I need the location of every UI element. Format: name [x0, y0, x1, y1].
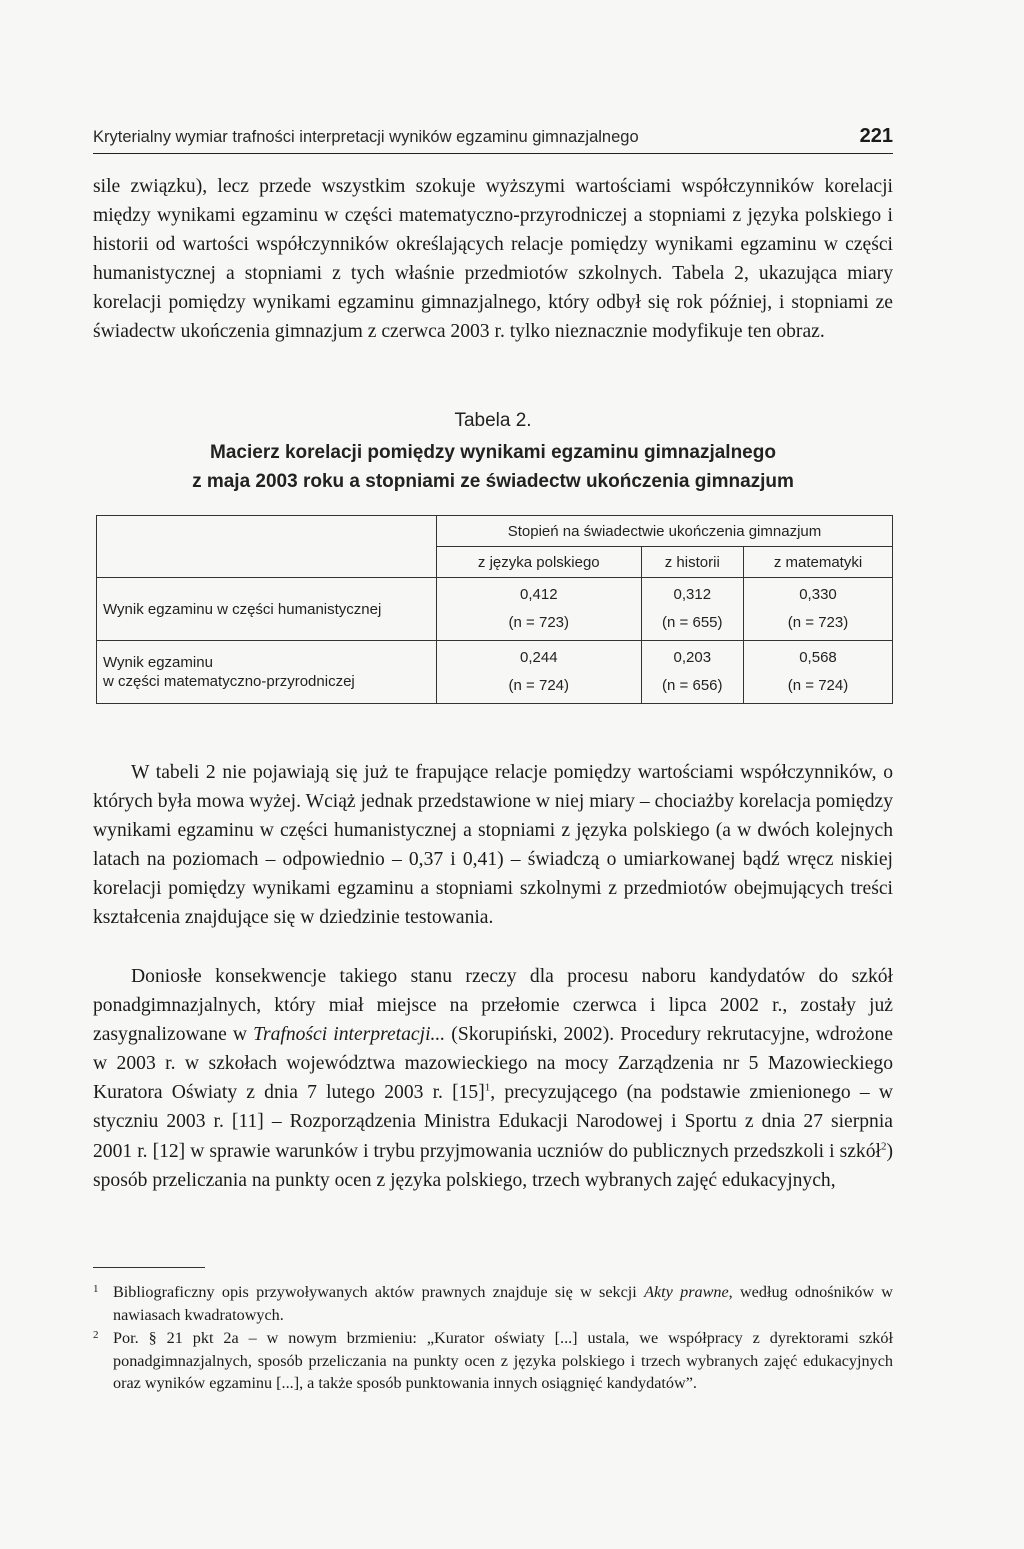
footnote-text-part-2: , według odnośników w nawiasach kwadratowych.: [113, 1283, 893, 1324]
cited-title: Trafności interpretacji...: [253, 1024, 446, 1046]
page-number: 221: [859, 125, 893, 147]
table-row: [97, 578, 893, 641]
table-title-line-1: Macierz korelacji pomiędzy wynikami egzaminu gimnazjalnego: [210, 442, 776, 463]
footnote-mark: 2: [93, 1329, 99, 1341]
paragraph-3-part-2: (Skorupiński, 2002). Procedury rekrutacyjne, wdrożone w 2003 r. w szkołach województwa mazowieckiego na mocy Zarządzenia nr 5 Mazowieckiego Kuratora Oświaty z dnia 7 lutego 2003 r. [15]: [93, 1024, 893, 1104]
table-title-line-2: z maja 2003 roku a stopniami ze świadectw ukończenia gimnazjum: [192, 471, 794, 492]
footnote-mark: 1: [93, 1283, 99, 1295]
paragraph-2: W tabeli 2 nie pojawiają się już te frapujące relacje pomiędzy wartościami współczynników, o których była mowa wyżej. Wciąż jednak przedstawione w niej miary – chociażby korelacja pomiędzy wynikami egzaminu w części humanistycznej a stopniami z języka polskiego (a w dwóch kolejnych latach na poziomach – odpowiednio – 0,37 i 0,41) – świadczą o umiarkowanej bądź wręcz niskiej korelacji pomiędzy wynikami egzaminu a stopniami szkolnymi z przedmiotów obejmujących treści kształcenia znajdujące się w dziedzinie testowania.: [93, 762, 893, 929]
sample-size: (n = 656): [662, 677, 723, 694]
row-header-humanities: Wynik egzaminu w części humanistycznej: [97, 578, 437, 641]
correlation-value: 0,568: [799, 649, 837, 666]
row-header-math-science: [97, 641, 437, 704]
row-header-line-2: w części matematyczno-przyrodniczej: [103, 673, 355, 690]
sample-size: (n = 724): [787, 677, 849, 694]
paragraph-3-part-1: Doniosłe konsekwencje takiego stanu rzeczy dla procesu naboru kandydatów do szkół ponadgimnazjalnych, który miał miejsce na przełomie czerwca i lipca 2002 r., zostały już zasygnalizowane w: [93, 966, 893, 1046]
paragraph-1: sile związku), lecz przede wszystkim szokuje wyższymi wartościami współczynników korelacji między wynikami egzaminu w części matematyczno-przyrodniczej a stopniami z języka polskiego i historii od wartości współczynników określających relacje pomiędzy wynikami egzaminu w części humanistycznej a stopniami z tych właśnie przedmiotów szkolnych. Tabela 2, ukazująca miary korelacji pomiędzy wynikami egzaminu gimnazjalnego, który odbył się rok później, i stopniami ze świadectw ukończenia gimnazjum z czerwca 2003 r. tylko nieznacznie modyfikuje ten obraz.: [93, 176, 893, 343]
footnote-text: Por. § 21 pkt 2a – w nowym brzmieniu: „Kurator oświaty [...] ustala, we współpracy z dyrektorami szkół ponadgimnazjalnych, sposób przeliczania na punkty ocen z języka polskiego i trzech wybranych zajęć edukacyjnych oraz wyników egzaminu [...], a także sposób punktowania innych osiągnięć kandydatów”.: [113, 1329, 893, 1392]
table-cell: [437, 578, 642, 641]
table-corner-cell: [97, 516, 437, 578]
table-row: [97, 641, 893, 704]
correlation-value: 0,312: [673, 586, 712, 603]
table-cell: [744, 578, 893, 641]
table-header-row: [97, 516, 893, 547]
footnote-ref-2[interactable]: 2: [880, 1140, 887, 1153]
paragraph-3-part-4: ) sposób przeliczania na punkty ocen z języka polskiego, trzech wybranych zajęć edukacyjnych,: [93, 1140, 893, 1191]
table-cell: [744, 641, 893, 704]
footnote-italic: Akty prawne: [644, 1283, 729, 1301]
running-header-title: Kryterialny wymiar trafności interpretacji wyników egzaminu gimnazjalnego: [93, 128, 639, 146]
table-label: Tabela 2.: [454, 410, 532, 431]
sample-size: (n = 655): [662, 614, 723, 631]
correlation-value: 0,412: [520, 586, 558, 603]
correlation-value: 0,330: [799, 586, 837, 603]
table-cell: [641, 641, 743, 704]
paragraph-3: [93, 962, 893, 1195]
col-header-history: z historii: [641, 547, 743, 578]
table-title: [93, 438, 893, 496]
correlation-value: 0,203: [673, 649, 712, 666]
footnote-text-part-1: Bibliograficzny opis przywoływanych aktów prawnych znajduje się w sekcji: [113, 1283, 645, 1301]
sample-size: (n = 723): [787, 614, 849, 631]
correlation-value: 0,244: [520, 649, 558, 666]
paragraph-3-part-3: , precyzującego (na podstawie zmienionego – w styczniu 2003 r. [11] – Rozporządzenia Ministra Edukacji Narodowej i Sportu z dnia 27 sierpnia 2001 r. [12] w sprawie warunków i trybu przyjmowania uczniów do publicznych przedszkoli i szkół: [93, 1082, 893, 1162]
sample-size: (n = 723): [508, 614, 570, 631]
table-group-header: Stopień na świadectwie ukończenia gimnazjum: [437, 516, 893, 547]
col-header-polish: z języka polskiego: [437, 547, 642, 578]
footnote-divider: [93, 1267, 205, 1268]
footnote-1: [93, 1281, 893, 1326]
sample-size: (n = 724): [508, 677, 570, 694]
table-cell: [641, 578, 743, 641]
footnote-ref-1[interactable]: 1: [484, 1081, 491, 1094]
table-cell: [437, 641, 642, 704]
footnote-text: [113, 1281, 893, 1326]
correlation-table: [96, 515, 893, 704]
col-header-math: z matematyki: [744, 547, 893, 578]
running-header: [93, 127, 893, 154]
row-header-line-1: Wynik egzaminu: [103, 654, 213, 671]
footnote-2: [93, 1327, 893, 1395]
